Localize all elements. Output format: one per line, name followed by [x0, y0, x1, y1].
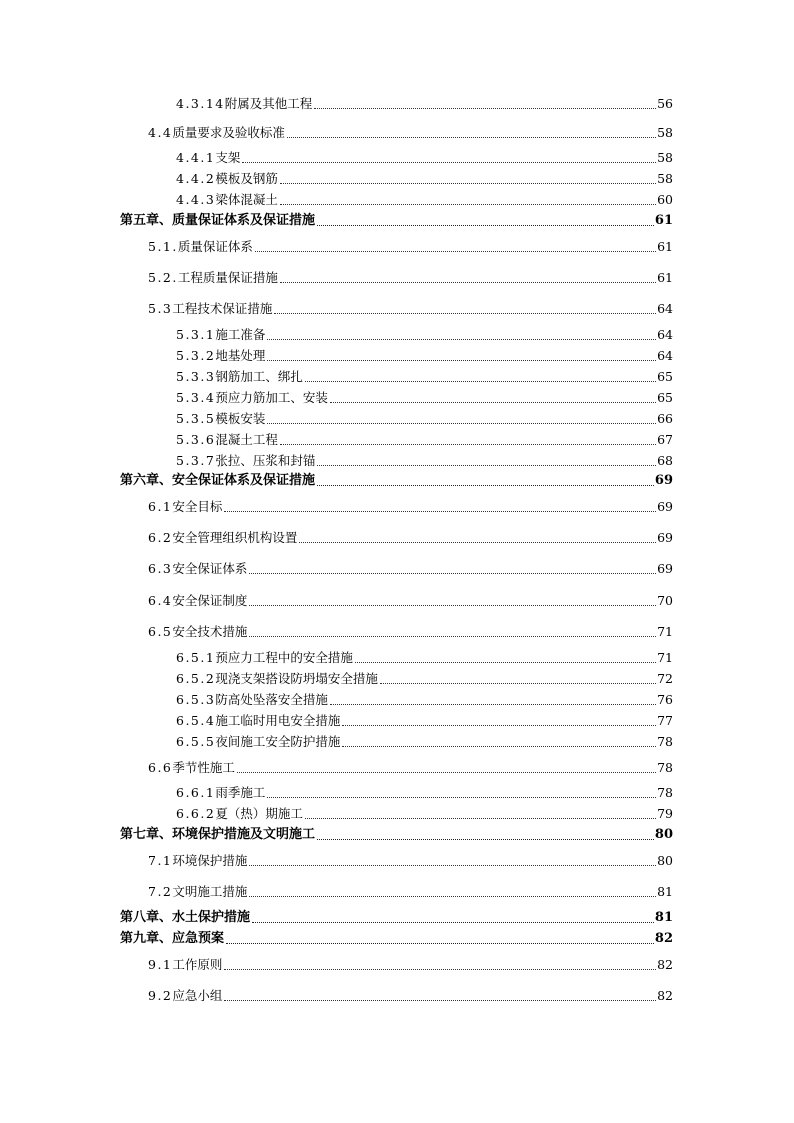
toc-entry-title	[148, 270, 278, 286]
toc-entry-number: 6.4	[148, 593, 173, 608]
toc-entry-label: 钢筋加工、绑扎	[215, 369, 303, 384]
dot-leader	[249, 572, 656, 574]
toc-entry[interactable]	[148, 121, 673, 141]
toc-entry-number: 5.3.7	[176, 453, 216, 468]
toc-entry-title	[176, 192, 278, 208]
dot-leader	[242, 161, 656, 163]
toc-entry-number: 6.5.5	[176, 734, 216, 749]
toc-entry-title	[176, 348, 265, 364]
dot-leader	[249, 635, 656, 637]
toc-entry-number: 6.3	[148, 561, 173, 576]
toc-entry-title	[148, 499, 222, 515]
toc-entry-label: 安全目标	[172, 499, 223, 514]
toc-entry-number: 5.3.5	[176, 411, 216, 426]
toc-entry-number: 6.6.2	[176, 806, 216, 821]
toc-page-number: 58	[657, 150, 673, 165]
toc-entry-number: 5.3.4	[176, 390, 216, 405]
toc-page-number: 70	[657, 593, 673, 608]
dot-leader	[317, 224, 654, 226]
toc-page-number: 80	[657, 853, 673, 868]
toc-entry-label: 第六章、安全保证体系及保证措施	[120, 473, 316, 488]
toc-page-number: 82	[657, 988, 673, 1003]
toc-entry[interactable]	[120, 927, 673, 947]
toc-entry-title	[148, 957, 222, 973]
toc-entry-label: 文明施工措施	[172, 884, 248, 899]
toc-entry-label: 质量保证体系	[177, 239, 253, 254]
toc-entry[interactable]	[176, 646, 673, 666]
toc-page-number: 64	[657, 348, 673, 363]
toc-entry[interactable]	[176, 449, 673, 469]
toc-page-number: 65	[657, 369, 673, 384]
toc-entry-label: 夏（热）期施工	[215, 806, 303, 821]
toc-entry-label: 季节性施工	[172, 760, 235, 775]
toc-entry-number: 6.5	[148, 624, 173, 639]
toc-entry-title	[120, 827, 315, 843]
toc-page-number: 81	[657, 884, 673, 899]
toc-entry-title	[176, 692, 328, 708]
toc-entry-title	[120, 473, 315, 489]
toc-page-number: 71	[657, 624, 673, 639]
toc-entry-number: 6.5.3	[176, 692, 216, 707]
toc-entry-label: 第九章、应急预案	[120, 931, 225, 946]
toc-entry[interactable]	[148, 235, 673, 255]
toc-entry-number: 5.2.	[148, 270, 178, 285]
toc-entry-label: 安全保证体系	[172, 561, 248, 576]
toc-entry-label: 夜间施工安全防护措施	[215, 734, 341, 749]
toc-entry[interactable]	[148, 589, 673, 609]
dot-leader	[355, 661, 656, 663]
toc-entry-title	[148, 593, 247, 609]
toc-entry-title	[176, 671, 378, 687]
toc-entry[interactable]	[148, 297, 673, 317]
toc-entry-title	[148, 530, 297, 546]
toc-entry[interactable]	[148, 880, 673, 900]
toc-page-number: 61	[657, 239, 673, 254]
dot-leader	[267, 359, 656, 361]
toc-entry-title	[176, 390, 328, 406]
dot-leader	[280, 281, 656, 283]
toc-entry-number: 9.1	[148, 957, 173, 972]
toc-entry-title	[120, 931, 224, 947]
toc-entry-number: 5.3	[148, 301, 173, 316]
dot-leader	[237, 771, 656, 773]
dot-leader	[249, 895, 656, 897]
dot-leader	[249, 864, 656, 866]
toc-page-number: 67	[657, 432, 673, 447]
toc-entry-title	[148, 561, 247, 577]
toc-page-number: 80	[654, 827, 673, 842]
toc-page-number: 58	[657, 125, 673, 140]
toc-page-number: 82	[657, 957, 673, 972]
toc-entry-title	[176, 785, 265, 801]
toc-entry[interactable]	[176, 344, 673, 364]
toc-entry-label: 混凝土工程	[215, 432, 278, 447]
toc-entry[interactable]	[148, 526, 673, 546]
toc-page-number: 64	[657, 301, 673, 316]
toc-entry[interactable]	[176, 802, 673, 822]
toc-entry[interactable]	[176, 167, 673, 187]
dot-leader	[280, 203, 656, 205]
toc-entry-label: 预应力筋加工、安装	[215, 390, 328, 405]
toc-entry[interactable]	[176, 709, 673, 729]
toc-entry[interactable]	[120, 823, 673, 843]
dot-leader	[274, 312, 656, 314]
toc-entry-title	[176, 171, 278, 187]
toc-page-number: 77	[657, 713, 673, 728]
toc-entry-number: 4.4.1	[176, 150, 216, 165]
toc-entry[interactable]	[148, 953, 673, 973]
toc-page-number: 72	[657, 671, 673, 686]
toc-entry[interactable]	[148, 557, 673, 577]
dot-leader	[299, 541, 656, 543]
toc-entry-title	[148, 125, 285, 141]
toc-entry[interactable]	[148, 984, 673, 1004]
toc-entry[interactable]	[176, 667, 673, 687]
toc-entry-number: 4.3.14	[176, 96, 225, 111]
toc-entry-title	[176, 96, 312, 112]
dot-leader	[330, 703, 656, 705]
dot-leader	[317, 484, 654, 486]
toc-entry[interactable]	[176, 428, 673, 448]
toc-entry-title	[148, 884, 247, 900]
toc-entry-label: 地基处理	[215, 348, 266, 363]
toc-entry[interactable]	[148, 495, 673, 515]
toc-entry-label: 质量要求及验收标准	[172, 125, 285, 140]
toc-entry-title	[148, 239, 253, 255]
toc-page-number: 69	[657, 561, 673, 576]
toc-entry[interactable]	[176, 781, 673, 801]
toc-page-number: 81	[654, 910, 673, 925]
toc-entry-label: 模板安装	[215, 411, 266, 426]
toc-page-number: 78	[657, 734, 673, 749]
toc-entry-title	[148, 853, 247, 869]
toc-page-number: 61	[654, 213, 673, 228]
dot-leader	[314, 107, 656, 109]
toc-entry-number: 6.6.1	[176, 785, 216, 800]
toc-entry-label: 防高处坠落安全措施	[215, 692, 328, 707]
toc-page-number: 56	[657, 96, 673, 111]
toc-entry[interactable]	[120, 469, 673, 489]
dot-leader	[224, 510, 656, 512]
toc-entry-label: 应急小组	[172, 988, 223, 1003]
toc-entry-title	[148, 624, 247, 640]
toc-entry-title	[148, 301, 272, 317]
dot-leader	[267, 422, 656, 424]
toc-entry-number: 4.4.3	[176, 192, 216, 207]
dot-leader	[224, 999, 656, 1001]
toc-entry[interactable]	[176, 365, 673, 385]
dot-leader	[342, 745, 656, 747]
toc-entry-number: 4.4.2	[176, 171, 216, 186]
toc-entry-number: 5.3.1	[176, 327, 216, 342]
dot-leader	[252, 921, 654, 923]
dot-leader	[224, 968, 656, 970]
dot-leader	[226, 942, 654, 944]
toc-entry-title	[176, 369, 303, 385]
toc-entry-label: 附属及其他工程	[224, 96, 313, 111]
toc-entry[interactable]	[176, 323, 673, 343]
dot-leader	[342, 724, 656, 726]
toc-entry-label: 张拉、压浆和封锚	[215, 453, 316, 468]
toc-entry-number: 6.6	[148, 760, 173, 775]
toc-entry-title	[148, 760, 235, 776]
toc-entry-number: 5.3.6	[176, 432, 216, 447]
toc-page-number: 79	[657, 806, 673, 821]
toc-entry-title	[176, 150, 240, 166]
toc-entry-label: 施工准备	[215, 327, 266, 342]
toc-entry-title	[176, 327, 265, 343]
toc-page-number: 69	[657, 499, 673, 514]
toc-entry-label: 支架	[215, 150, 241, 165]
toc-entry-number: 4.4	[148, 125, 173, 140]
toc-entry-title	[176, 734, 340, 750]
toc-page-number: 66	[657, 411, 673, 426]
dot-leader	[255, 250, 656, 252]
toc-page-number: 68	[657, 453, 673, 468]
toc-entry-number: 6.5.4	[176, 713, 216, 728]
toc-entry-label: 模板及钢筋	[215, 171, 278, 186]
toc-page-number: 78	[657, 760, 673, 775]
toc-entry-title	[176, 453, 315, 469]
toc-entry-number: 5.1.	[148, 239, 178, 254]
toc-entry[interactable]	[176, 92, 673, 112]
toc-entry[interactable]	[148, 849, 673, 869]
toc-entry[interactable]	[120, 209, 673, 229]
toc-page-number: 61	[657, 270, 673, 285]
toc-entry-title	[176, 432, 278, 448]
toc-entry[interactable]	[176, 386, 673, 406]
toc-entry-title	[176, 713, 340, 729]
toc-entry-number: 7.1	[148, 853, 173, 868]
toc-entry[interactable]	[120, 906, 673, 926]
toc-entry-label: 第五章、质量保证体系及保证措施	[120, 213, 316, 228]
toc-page-number: 69	[657, 530, 673, 545]
dot-leader	[305, 380, 656, 382]
dot-leader	[380, 682, 656, 684]
toc-entry-label: 雨季施工	[215, 785, 266, 800]
toc-entry-label: 工程质量保证措施	[177, 270, 278, 285]
toc-entry-title	[120, 910, 250, 926]
toc-entry-number: 6.2	[148, 530, 173, 545]
toc-entry-label: 工作原则	[172, 957, 223, 972]
dot-leader	[287, 136, 656, 138]
toc-entry-label: 预应力工程中的安全措施	[215, 650, 353, 665]
toc-entry-number: 6.5.1	[176, 650, 216, 665]
toc-entry-label: 环境保护措施	[172, 853, 248, 868]
toc-entry-number: 5.3.3	[176, 369, 216, 384]
dot-leader	[330, 401, 656, 403]
toc-entry[interactable]	[176, 688, 673, 708]
toc-entry-number: 5.3.2	[176, 348, 216, 363]
toc-entry-number: 7.2	[148, 884, 173, 899]
toc-page-number: 78	[657, 785, 673, 800]
dot-leader	[280, 182, 656, 184]
toc-entry[interactable]	[148, 620, 673, 640]
toc-entry-title	[148, 988, 222, 1004]
toc-entry-title	[120, 213, 315, 229]
toc-entry-title	[176, 650, 353, 666]
toc-entry-number: 6.1	[148, 499, 173, 514]
dot-leader	[317, 838, 654, 840]
toc-page-number: 60	[657, 192, 673, 207]
toc-entry-label: 工程技术保证措施	[172, 301, 273, 316]
toc-page-number: 64	[657, 327, 673, 342]
toc-page-number: 58	[657, 171, 673, 186]
toc-entry[interactable]	[176, 146, 673, 166]
toc-page-number: 71	[657, 650, 673, 665]
toc-entry-label: 施工临时用电安全措施	[215, 713, 341, 728]
toc-page-number: 76	[657, 692, 673, 707]
toc-entry[interactable]	[148, 756, 673, 776]
toc-entry[interactable]	[148, 266, 673, 286]
dot-leader	[305, 817, 656, 819]
toc-entry-title	[176, 411, 265, 427]
dot-leader	[317, 464, 656, 466]
dot-leader	[249, 604, 656, 606]
toc-entry-label: 安全管理组织机构设置	[172, 530, 298, 545]
toc-entry-label: 梁体混凝土	[215, 192, 278, 207]
dot-leader	[267, 338, 656, 340]
dot-leader	[267, 796, 656, 798]
toc-entry-label: 第八章、水土保护措施	[120, 910, 251, 925]
toc-entry-label: 第七章、环境保护措施及文明施工	[120, 827, 316, 842]
toc-entry-number: 9.2	[148, 988, 173, 1003]
toc-entry-label: 安全保证制度	[172, 593, 248, 608]
toc-entry-label: 现浇支架搭设防坍塌安全措施	[215, 671, 378, 686]
toc-entry-number: 6.5.2	[176, 671, 216, 686]
toc-entry[interactable]	[176, 188, 673, 208]
toc-entry-title	[176, 806, 303, 822]
toc-entry-label: 安全技术措施	[172, 624, 248, 639]
toc-page-number: 82	[654, 931, 673, 946]
toc-entry[interactable]	[176, 407, 673, 427]
toc-page-number: 69	[654, 473, 673, 488]
toc-entry[interactable]	[176, 730, 673, 750]
dot-leader	[280, 443, 656, 445]
toc-page-number: 65	[657, 390, 673, 405]
